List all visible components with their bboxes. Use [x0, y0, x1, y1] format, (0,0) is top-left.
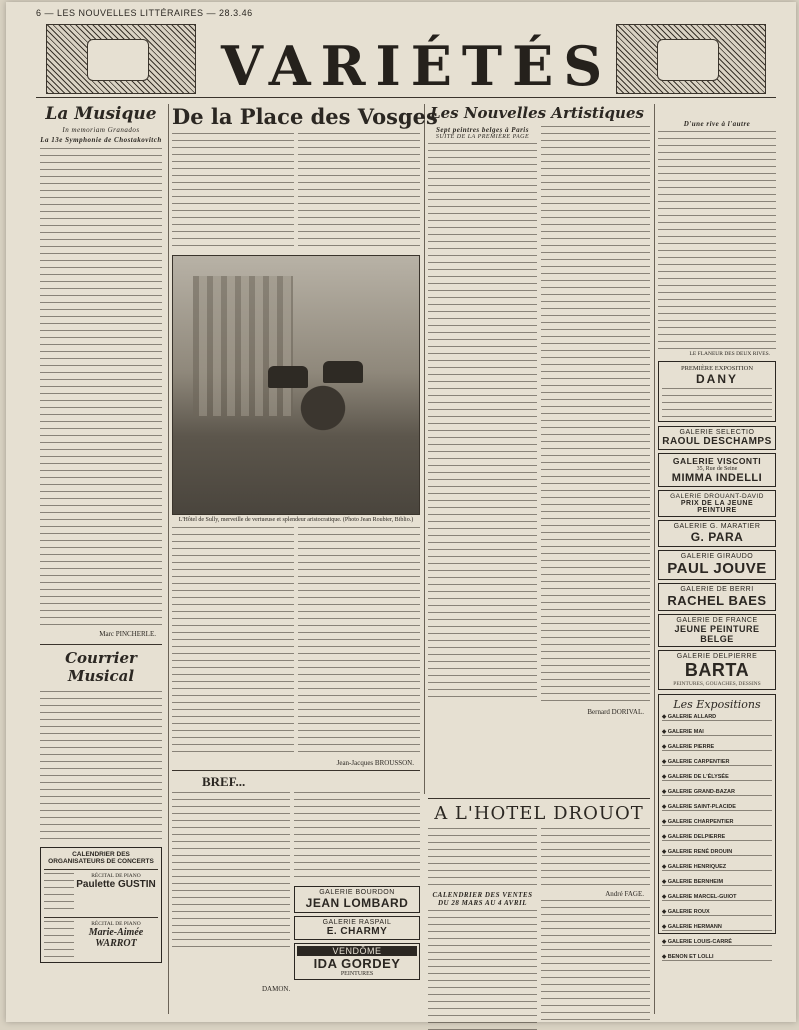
section-hotel-drouot	[428, 798, 650, 1030]
bref-signature: DAMON.	[262, 985, 291, 993]
ad-gallery: GALERIE BOURDON	[319, 889, 395, 896]
ad-galerie-selectio	[658, 426, 776, 450]
expositions-title: Les Expositions	[673, 698, 761, 711]
ad-artist: G. PARA	[690, 530, 744, 544]
exposition-detail	[662, 825, 772, 831]
ad-galerie-raspail	[294, 916, 420, 940]
ad-artist: RAOUL DESCHAMPS	[662, 436, 772, 447]
column-rule	[424, 104, 425, 794]
calendar-label: RÉCITAL DE PIANO	[91, 921, 141, 927]
divider	[172, 770, 420, 771]
ad-address: 35, Rue de Seine	[696, 466, 738, 472]
exposition-item: ◆ GALERIE SAINT-PLACIDE	[662, 804, 736, 810]
article-signature: Bernard DORIVAL.	[587, 708, 644, 716]
article-memoriam: In memoriam Granados	[62, 126, 140, 134]
article-body-col-a	[172, 133, 294, 251]
exposition-detail	[662, 765, 772, 771]
article-body-col-a	[428, 143, 537, 703]
engraving-illustration-right	[616, 24, 766, 94]
exposition-detail	[662, 915, 772, 921]
concert-calendar	[40, 847, 162, 963]
article-body-col-c	[172, 527, 294, 757]
hotel-body-col-a	[428, 828, 537, 888]
ad-sub: PEINTURES, GOUACHES, DESSINS	[673, 681, 761, 687]
hotel-body-col-b	[541, 828, 650, 888]
exposition-detail	[662, 780, 772, 786]
exposition-item: ◆ GALERIE DE L'ÉLYSÉE	[662, 774, 729, 780]
ad-artist: MIMMA INDELLI	[671, 472, 763, 484]
ad-galerie-bourdon	[294, 886, 420, 913]
ad-galerie-drouant-david	[658, 490, 776, 517]
exposition-item: ◆ GALERIE RENÉ DROUIN	[662, 849, 733, 855]
ad-galerie-giraudo	[658, 550, 776, 580]
ad-galerie-visconti	[658, 453, 776, 487]
calendar-dates	[44, 873, 74, 913]
photo-statue	[283, 376, 363, 456]
ad-galerie-de-berri	[658, 583, 776, 611]
expo-label: PREMIÈRE EXPOSITION	[680, 365, 754, 372]
exposition-detail	[662, 885, 772, 891]
ad-galerie-de-france	[658, 614, 776, 647]
exposition-item: ◆ GALERIE GRAND-BAZAR	[662, 789, 735, 795]
exposition-item: ◆ GALERIE BERNHEIM	[662, 879, 724, 885]
sales-calendar-body	[428, 910, 537, 1030]
ad-sub: PEINTURES	[340, 971, 374, 977]
ad-gallery: GALERIE DE BERRI	[680, 586, 754, 593]
calendar-row	[44, 869, 158, 913]
article-heading: Les Nouvelles Artistiques	[430, 104, 644, 122]
article-body-col-d	[298, 527, 420, 757]
exposition-item: ◆ GALERIE ROUX	[662, 909, 710, 915]
ad-artist: JEAN LOMBARD	[305, 896, 409, 910]
exposition-item: ◆ GALERIE CHARPENTIER	[662, 819, 734, 825]
newspaper-page	[6, 2, 796, 1022]
ad-gallery: VENDÔME	[297, 946, 417, 956]
exposition-item: ◆ GALERIE MARCEL-GUIOT	[662, 894, 737, 900]
exposition-detail	[662, 795, 772, 801]
exposition-detail	[662, 735, 772, 741]
ad-gallery: GALERIE DROUANT-DAVID	[670, 493, 764, 500]
article-heading: D'une rive à l'autre	[683, 120, 751, 128]
article-body-col-b	[298, 133, 420, 251]
exposition-detail	[662, 960, 772, 966]
calendar-row	[44, 917, 158, 961]
expo-name: DANY	[695, 372, 738, 386]
column-arts	[428, 104, 650, 718]
article-body	[40, 148, 162, 628]
divider	[428, 798, 650, 799]
article-body-2	[40, 691, 162, 841]
article-body-col-b	[541, 126, 650, 706]
expositions-list	[658, 694, 776, 960]
ad-gallery: GALERIE G. MARATIER	[673, 523, 761, 530]
ad-artist: PAUL JOUVE	[667, 560, 767, 577]
article-subheading: La 13e Symphonie de Chostakovitch	[40, 136, 162, 144]
column-rive	[658, 104, 776, 960]
bref-body-col-b	[294, 792, 420, 882]
expo-dany	[658, 361, 776, 422]
exposition-item: ◆ GALERIE HENRIQUEZ	[662, 864, 727, 870]
article-signature: LE FLANEUR DES DEUX RIVES.	[689, 351, 770, 357]
exposition-item: ◆ GALERIE HERMANN	[662, 924, 722, 930]
ad-galerie-delpierre	[658, 650, 776, 690]
exposition-item: ◆ BENON ET LOLLI	[662, 954, 714, 960]
section-banner	[36, 20, 776, 98]
bref-title: BREF...	[202, 774, 246, 789]
exposition-item: ◆ GALERIE DELPIERRE	[662, 834, 726, 840]
exposition-item: ◆ GALERIE CARPENTIER	[662, 759, 730, 765]
ad-artist: IDA GORDEY	[313, 956, 401, 971]
article-subheading: Sept peintres belges à Paris	[436, 126, 529, 134]
exposition-item: ◆ GALERIE LOUIS-CARRÉ	[662, 939, 732, 945]
ad-gallery: GALERIE RASPAIL	[322, 919, 392, 926]
column-rule	[168, 104, 169, 1014]
calendar-name: Paulette GUSTIN	[76, 879, 156, 890]
ad-artist: JEUNE PEINTURE BELGE	[674, 624, 760, 644]
ad-galerie-maratier	[658, 520, 776, 547]
ad-gallery: GALERIE GIRAUDO	[680, 553, 754, 560]
photo-facade	[193, 276, 293, 416]
exposition-detail	[662, 870, 772, 876]
sales-calendar-body-2	[541, 900, 650, 1020]
photo-hotel-de-sully	[172, 255, 420, 515]
exposition-detail	[662, 855, 772, 861]
exposition-item: ◆ GALERIE PIERRE	[662, 744, 715, 750]
exposition-detail	[662, 930, 772, 936]
ad-artist: E. CHARMY	[326, 926, 388, 937]
expositions-items	[662, 714, 772, 966]
photo-caption: L'Hôtel de Sully, merveille de vertueuse et splendeur aristocratique. (Photo Jean Roubier, Biblio.)	[178, 517, 414, 523]
article-heading-2: Courrier Musical	[65, 649, 137, 685]
ad-artist: BARTA	[684, 660, 750, 680]
exposition-item: ◆ GALERIE MAI	[662, 729, 704, 735]
ad-event: PRIX DE LA JEUNE PEINTURE	[680, 500, 754, 514]
article-body	[658, 131, 776, 349]
section-title: VARIÉTÉS	[221, 34, 613, 98]
ad-gallery: GALERIE DELPIERRE	[676, 653, 758, 660]
exposition-detail	[662, 720, 772, 726]
calendar-dates	[44, 921, 74, 961]
bref-body-col-a	[172, 792, 290, 952]
ad-gallery: GALERIE DE FRANCE	[676, 617, 758, 624]
engraving-illustration-left	[46, 24, 196, 94]
ad-artist: RACHEL BAES	[667, 593, 767, 608]
article-heading: La Musique	[45, 104, 157, 124]
ad-gallery: GALERIE SELECTIO	[679, 429, 755, 436]
calendar-label: RÉCITAL DE PIANO	[91, 873, 141, 879]
exposition-detail	[662, 900, 772, 906]
hotel-title: A L'HOTEL DROUOT	[434, 803, 644, 824]
ad-gallery: GALERIE VISCONTI	[672, 456, 762, 466]
exposition-item: ◆ GALERIE ALLARD	[662, 714, 717, 720]
sales-calendar-title: CALENDRIER DES VENTES DU 28 MARS AU 4 AVRIL	[432, 891, 533, 907]
article-heading: De la Place des Vosges	[172, 104, 438, 129]
calendar-name: Marie-Aimée WARROT	[88, 927, 144, 949]
hotel-signature: André FAGE.	[605, 890, 644, 898]
exposition-detail	[662, 840, 772, 846]
column-music	[40, 104, 162, 963]
article-label: SUITE DE LA PREMIÈRE PAGE	[435, 134, 530, 140]
exposition-detail	[662, 945, 772, 951]
column-vosges	[172, 104, 438, 995]
ad-vendome	[294, 943, 420, 980]
expo-body	[662, 388, 772, 418]
column-rule	[654, 104, 655, 1014]
exposition-detail	[662, 750, 772, 756]
divider	[40, 644, 162, 645]
article-signature: Jean-Jacques BROUSSON.	[336, 759, 414, 767]
exposition-detail	[662, 810, 772, 816]
calendar-title: CALENDRIER DES ORGANISATEURS DE CONCERTS	[48, 851, 154, 865]
running-header: 6 — LES NOUVELLES LITTÉRAIRES — 28.3.46	[36, 8, 253, 18]
article-signature: Marc PINCHERLE.	[99, 630, 156, 638]
